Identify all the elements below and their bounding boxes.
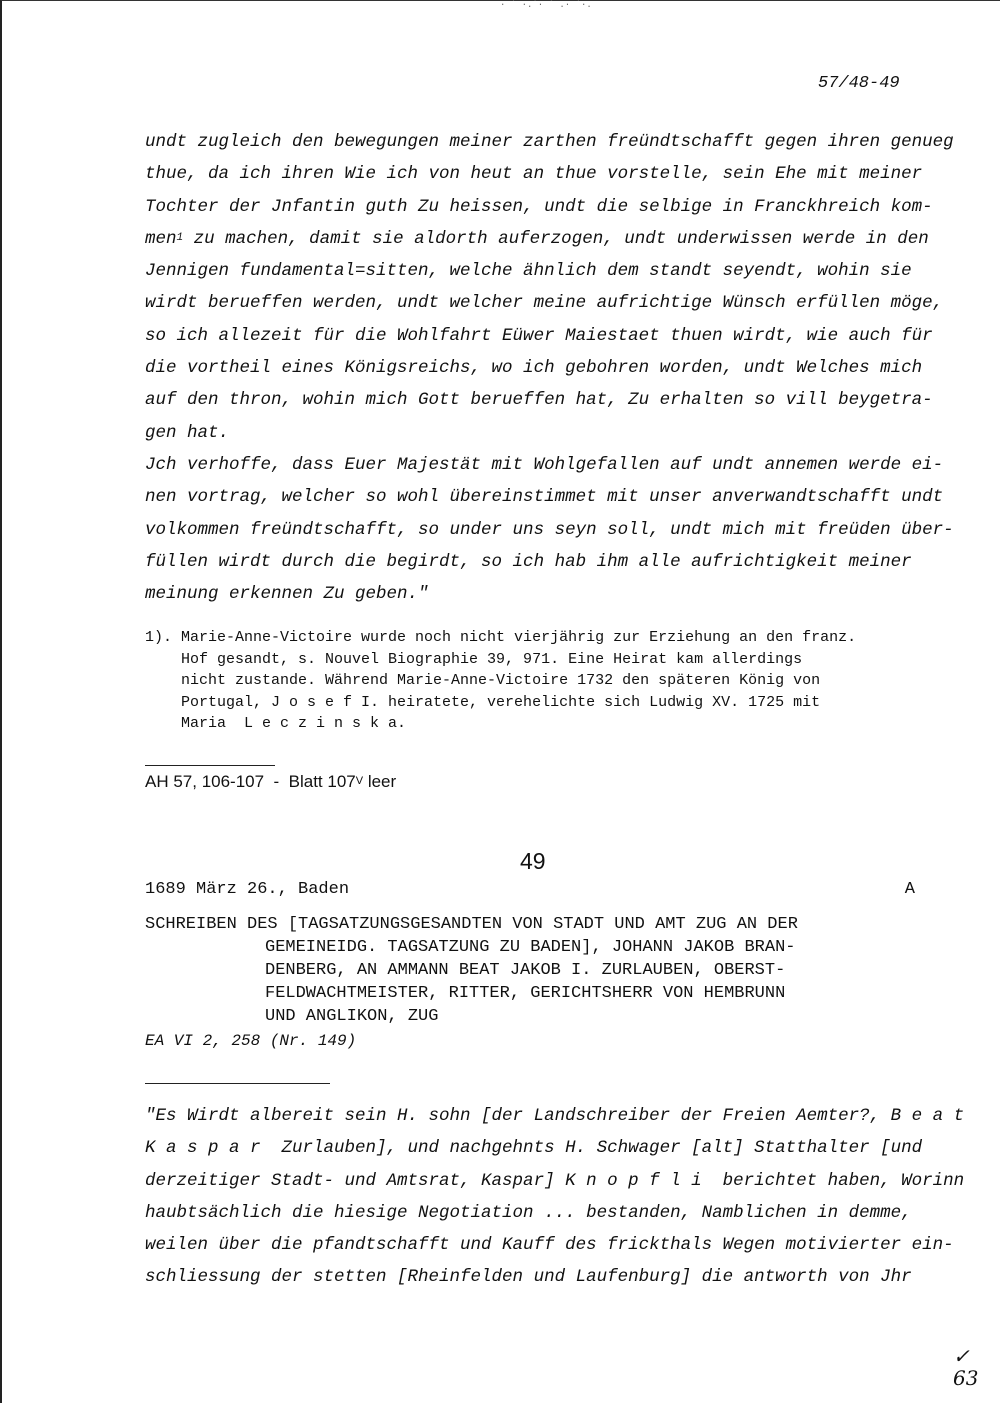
footnote — [145, 627, 945, 735]
text-line: derzeitiger Stadt- und Amtsrat, Kaspar] K n o p f l i berichtet haben, Worinn — [145, 1170, 965, 1191]
text-line: nen vortrag, welcher so wohl übereinstimmet mit unser anverwandtschafft undt — [145, 487, 944, 508]
text-line: thue, da ich ihren Wie ich von heut an thue vorstelle, sein Ehe mit meiner — [145, 164, 923, 185]
text-line: Jch verhoffe, dass Euer Majestät mit Wohlgefallen auf undt annemen werde ei- — [145, 454, 944, 475]
document-number: 49 — [520, 848, 546, 874]
page-number: 57/48-49 — [818, 74, 900, 93]
footnote-line: Maria L e c z i n s k a. — [145, 715, 407, 732]
text-line: schliessung der stetten [Rheinfelden und Laufenburg] die antworth von Jhr — [145, 1267, 912, 1288]
heading-line: UND ANGLIKON, ZUG — [265, 1007, 439, 1026]
letter-text — [145, 1100, 965, 1294]
text-line: haubtsächlich die hiesige Negotiation ... bestanden, Namblichen in demme, — [145, 1202, 912, 1223]
text-fragment: zu machen, damit sie aldorth auferzogen, undt underwissen werde in den — [183, 228, 929, 249]
date-place: 1689 März 26., Baden — [145, 880, 350, 899]
heading-line: DENBERG, AN AMMANN BEAT JAKOB I. ZURLAUBEN, OBERST- — [265, 961, 786, 980]
text-line: K a s p a r Zurlauben], und nachgehnts H. Schwager [alt] Statthalter [und — [145, 1138, 923, 1159]
letter-continuation — [145, 126, 954, 610]
footnote-line: 1). Marie-Anne-Victoire wurde noch nicht vierjährig zur Erziehung an den franz. — [145, 629, 857, 646]
verso-mark: V — [355, 775, 364, 787]
text-line — [145, 223, 930, 255]
text-line: meinung erkennen Zu geben." — [145, 584, 429, 605]
text-fragment: men — [145, 228, 177, 249]
text-line: die vortheil eines Königsreichs, wo ich gebohren worden, undt Welches mich — [145, 358, 923, 379]
separator-rule — [145, 765, 275, 766]
text-line: gen hat. — [145, 422, 230, 443]
heading-line: GEMEINEIDG. TAGSATZUNG ZU BADEN], JOHANN JAKOB BRAN- — [265, 938, 796, 957]
source-reference — [145, 772, 396, 792]
text-line: undt zugleich den bewegungen meiner zarthen freündtschafft gegen ihren genueg — [145, 132, 954, 152]
text-line: Jennigen fundamental=sitten, welche ähnlich dem standt seyendt, wohin sie — [145, 261, 912, 282]
text-line: "Es Wirdt albereit sein H. sohn [der Landschreiber der Freien Aemter?, B e a t — [145, 1106, 965, 1126]
text-line: Tochter der Jnfantin guth Zu heissen, undt die selbige in Franckhreich kom- — [145, 196, 933, 217]
text-line: füllen wirdt durch die begirdt, so ich hab ihm alle aufrichtigkeit meiner — [145, 551, 912, 572]
heading-line: SCHREIBEN DES [TAGSATZUNGSGESANDTEN VON STADT UND AMT ZUG AN DER — [145, 915, 798, 934]
footnote-line: Portugal, J o s e f I. heiratete, verehelichte sich Ludwig XV. 1725 mit — [145, 693, 821, 711]
handwritten-checkmark-icon: ✓ 63 — [953, 1344, 979, 1390]
scan-artifact: · ˙ ·.˙· ˙ .· ˙·. — [500, 0, 592, 10]
date-line — [145, 880, 915, 899]
heading-line: FELDWACHTMEISTER, RITTER, GERICHTSHERR VON HEMBRUNN — [265, 984, 786, 1003]
footnote-line: nicht zustande. Während Marie-Anne-Victoire 1732 den späteren König von — [145, 672, 821, 689]
text-line: wirdt berueffen werden, undt welcher meine aufrichtige Wünsch erfüllen möge, — [145, 293, 944, 314]
source-text: AH 57, 106-107 - Blatt 107 — [145, 772, 356, 791]
document-heading — [145, 913, 935, 1028]
text-line: weilen über die pfandtschafft und Kauff des frickthals Wegen motivierter ein- — [145, 1235, 954, 1256]
footnote-line: Hof gesandt, s. Nouvel Biographie 39, 971. Eine Heirat kam allerdings — [145, 650, 803, 668]
source-suffix: leer — [363, 772, 397, 791]
text-line: so ich allezeit für die Wohlfahrt Eüwer Maiestaet thuen wirdt, wie auch für — [145, 325, 933, 346]
edition-reference: EA VI 2, 258 (Nr. 149) — [145, 1032, 357, 1050]
category-letter: A — [904, 880, 915, 899]
separator-rule — [145, 1083, 330, 1084]
text-line: volkommen freündtschafft, so under uns seyn soll, undt mich mit freüden über- — [145, 519, 954, 540]
text-line: auf den thron, wohin mich Gott berueffen hat, Zu erhalten so vill beygetra- — [145, 390, 933, 411]
footnote-reference[interactable]: 1 — [176, 231, 184, 244]
